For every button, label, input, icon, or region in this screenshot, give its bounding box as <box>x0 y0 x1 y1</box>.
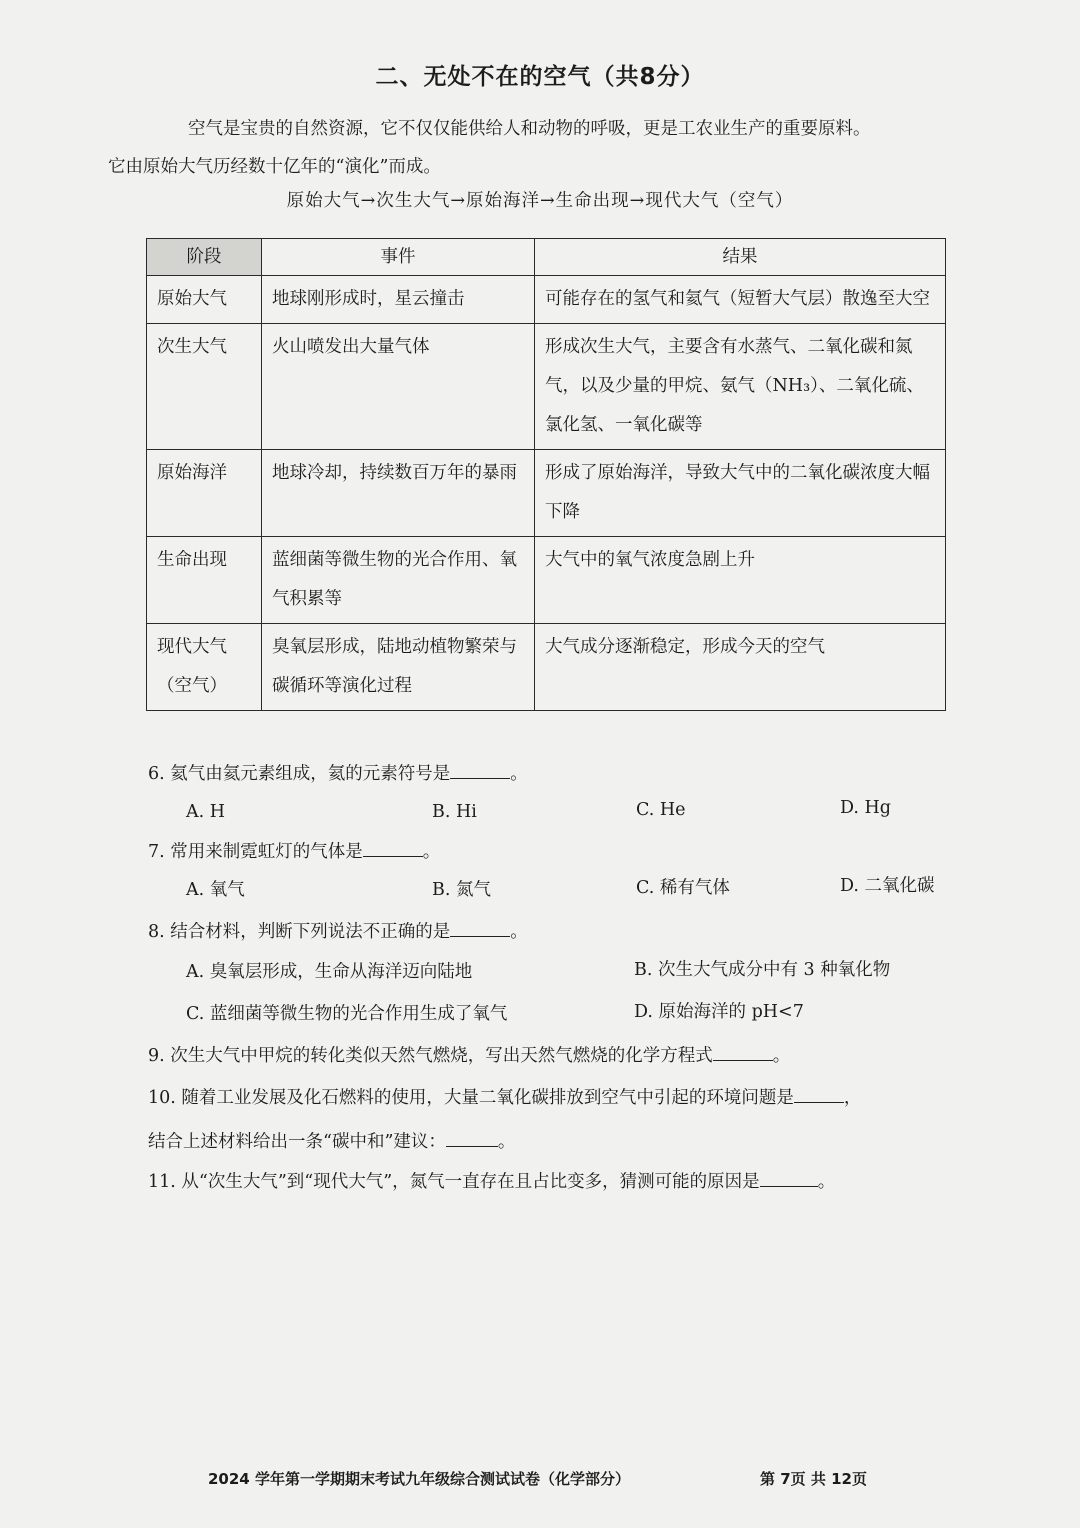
answer-blank[interactable] <box>760 1168 818 1187</box>
table-header-row <box>147 239 946 276</box>
question-10-text-2: 结合上述材料给出一条“碳中和”建议： <box>148 1132 446 1152</box>
option-7d[interactable]: D. 二氧化碳 <box>840 876 935 896</box>
question-7-end: 。 <box>422 842 441 862</box>
table-row <box>147 324 946 450</box>
question-7 <box>148 838 440 866</box>
question-10-line-2 <box>148 1128 515 1156</box>
question-10-text: 10. 随着工业发展及化石燃料的使用，大量二氧化碳排放到空气中引起的环境问题是 <box>148 1088 794 1108</box>
table-row <box>147 624 946 711</box>
footer-exam-title: 2024 学年第一学期期末考试九年级综合测试试卷（化学部分） <box>208 1470 630 1488</box>
option-6c[interactable]: C. He <box>636 800 686 820</box>
stage-cell: 生命出现 <box>147 537 262 624</box>
question-7-text: 7. 常用来制霓虹灯的气体是 <box>148 842 363 862</box>
result-cell: 大气中的氧气浓度急剧上升 <box>535 537 946 624</box>
result-cell: 形成次生大气，主要含有水蒸气、二氧化碳和氮气，以及少量的甲烷、氨气（NH₃）、二氧化硫、氯化氢、一氧化碳等 <box>535 324 946 450</box>
option-8d[interactable]: D. 原始海洋的 pH<7 <box>634 1002 804 1022</box>
answer-blank[interactable] <box>363 838 423 857</box>
result-cell: 形成了原始海洋，导致大气中的二氧化碳浓度大幅下降 <box>535 450 946 537</box>
answer-blank[interactable] <box>794 1084 844 1103</box>
footer-page-number: 第 7页 共 12页 <box>760 1470 867 1488</box>
event-cell: 地球冷却，持续数百万年的暴雨 <box>262 450 535 537</box>
answer-blank[interactable] <box>713 1042 773 1061</box>
answer-blank[interactable] <box>450 918 510 937</box>
question-6-text: 6. 氦气由氦元素组成，氦的元素符号是 <box>148 764 451 784</box>
table-row <box>147 537 946 624</box>
stage-cell: 现代大气（空气） <box>147 624 262 711</box>
event-cell: 蓝细菌等微生物的光合作用、氧气积累等 <box>262 537 535 624</box>
stage-cell: 次生大气 <box>147 324 262 450</box>
intro-line-1: 空气是宝贵的自然资源，它不仅仅能供给人和动物的呼吸，更是工农业生产的重要原料。 <box>188 119 871 139</box>
stage-cell: 原始大气 <box>147 276 262 324</box>
table-row <box>147 276 946 324</box>
option-6b[interactable]: B. Hi <box>432 802 477 822</box>
result-cell: 大气成分逐渐稳定，形成今天的空气 <box>535 624 946 711</box>
question-10 <box>148 1084 861 1112</box>
option-7b[interactable]: B. 氮气 <box>432 880 491 900</box>
question-9 <box>148 1042 790 1070</box>
section-title: 二、无处不在的空气（共8分） <box>375 64 705 90</box>
question-8-end: 。 <box>510 922 528 942</box>
evolution-flow: 原始大气→次生大气→原始海洋→生命出现→现代大气（空气） <box>286 191 794 211</box>
answer-blank[interactable] <box>446 1128 498 1147</box>
option-6a[interactable]: A. H <box>186 802 226 822</box>
question-9-text: 9. 次生大气中甲烷的转化类似天然气燃烧，写出天然气燃烧的化学方程式 <box>148 1046 713 1066</box>
result-cell: 可能存在的氢气和氦气（短暂大气层）散逸至大空 <box>535 276 946 324</box>
question-6-end: 。 <box>510 764 528 784</box>
option-8b[interactable]: B. 次生大气成分中有 3 种氧化物 <box>634 960 891 980</box>
intro-line-2: 它由原始大气历经数十亿年的“演化”而成。 <box>108 157 441 177</box>
option-7a[interactable]: A. 氧气 <box>186 880 245 900</box>
header-stage: 阶段 <box>147 239 262 276</box>
event-cell: 臭氧层形成，陆地动植物繁荣与碳循环等演化过程 <box>262 624 535 711</box>
question-6 <box>148 760 528 788</box>
option-6d[interactable]: D. Hg <box>840 798 891 818</box>
option-8c[interactable]: C. 蓝细菌等微生物的光合作用生成了氧气 <box>186 1004 508 1024</box>
answer-blank[interactable] <box>450 760 510 779</box>
question-8 <box>148 918 528 946</box>
header-event: 事件 <box>262 239 535 276</box>
stage-cell: 原始海洋 <box>147 450 262 537</box>
header-result: 结果 <box>535 239 946 276</box>
event-cell: 火山喷发出大量气体 <box>262 324 535 450</box>
option-8a[interactable]: A. 臭氧层形成，生命从海洋迈向陆地 <box>186 962 473 982</box>
question-11-text: 11. 从“次生大气”到“现代大气”，氮气一直存在且占比变多，猜测可能的原因是 <box>148 1172 760 1192</box>
table-row <box>147 450 946 537</box>
intro-paragraph <box>108 110 948 186</box>
question-10-mid: ， <box>843 1088 862 1108</box>
question-8-text: 8. 结合材料，判断下列说法不正确的是 <box>148 922 451 942</box>
question-9-end: 。 <box>772 1046 791 1066</box>
question-11 <box>148 1168 835 1196</box>
question-11-end: 。 <box>817 1172 836 1192</box>
question-10-end: 。 <box>497 1132 516 1152</box>
event-cell: 地球刚形成时，星云撞击 <box>262 276 535 324</box>
atmosphere-evolution-table <box>146 238 946 711</box>
option-7c[interactable]: C. 稀有气体 <box>636 878 730 898</box>
